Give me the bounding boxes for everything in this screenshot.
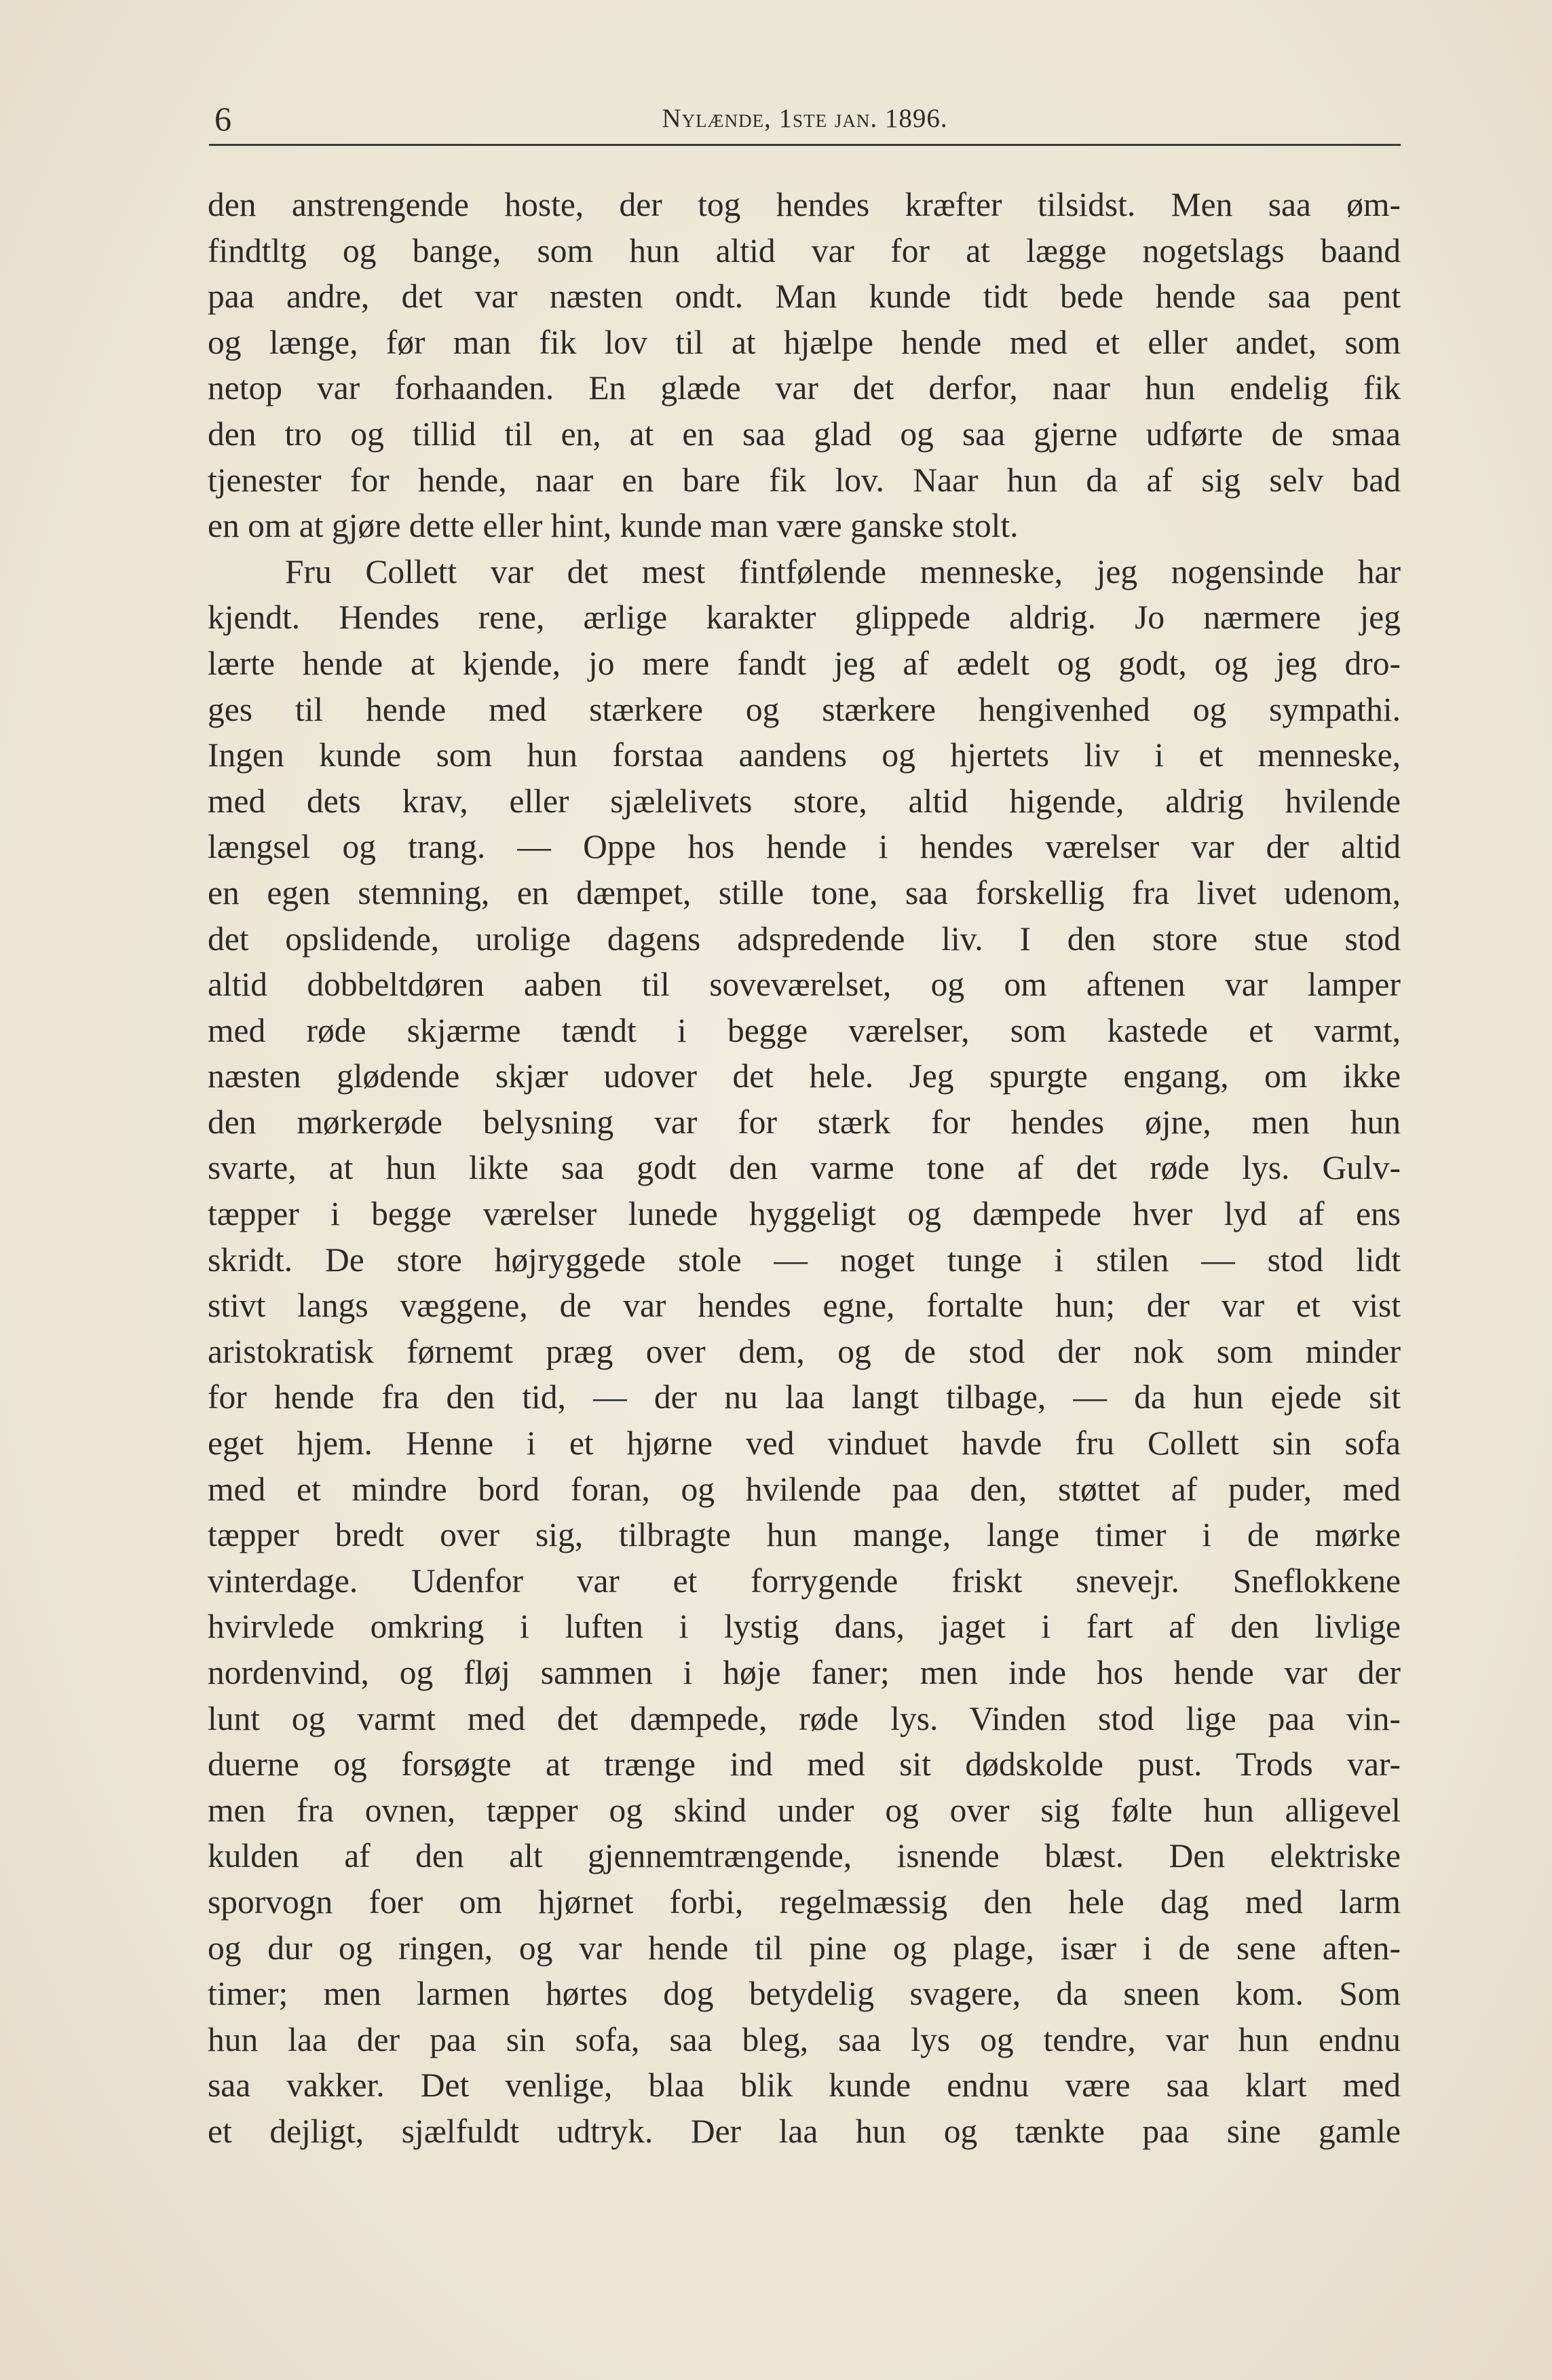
text-line: netop var forhaanden. En glæde var det derfor, naar hun endelig fik [208,369,1401,407]
text-line: en om at gjøre dette eller hint, kunde man være ganske stolt. [208,507,1019,545]
text-line: længsel og trang. — Oppe hos hende i hendes værelser var der altid [208,828,1401,866]
text-line: det opslidende, urolige dagens adspredende liv. I den store stue stod [208,920,1401,958]
text-line: en egen stemning, en dæmpet, stille tone, saa forskellig fra livet udenom, [208,873,1401,911]
text-line: og længe, før man fik lov til at hjælpe hende med et eller andet, som [208,323,1401,361]
text-line: for hende fra den tid, — der nu laa langt tilbage, — da hun ejede sit [208,1378,1401,1416]
text-line: kjendt. Hendes rene, ærlige karakter glippede aldrig. Jo nærmere jeg [208,599,1401,637]
text-line: lunt og varmt med det dæmpede, røde lys. Vinden stod lige paa vin- [208,1699,1401,1737]
text-line: hvirvlede omkring i luften i lystig dans, jaget i fart af den livlige [208,1608,1401,1646]
text-line: stivt langs væggene, de var hendes egne, fortalte hun; der var et vist [208,1287,1401,1325]
body-text [208,182,1401,2155]
text-line: tæpper bredt over sig, tilbragte hun mange, lange timer i de mørke [208,1516,1401,1554]
text-line: tjenester for hende, naar en bare fik lov. Naar hun da af sig selv bad [208,461,1401,499]
text-line: den anstrengende hoste, der tog hendes kræfter tilsidst. Men saa øm- [208,186,1401,223]
page-number: 6 [214,100,231,138]
text-line: findtltg og bange, som hun altid var for at lægge nogetslags baand [208,231,1401,269]
text-line: tæpper i begge værelser lunede hyggeligt og dæmpede hver lyd af ens [208,1195,1401,1233]
text-line: og dur og ringen, og var hende til pine og plage, især i de sene aften- [208,1929,1401,1967]
text-line: men fra ovnen, tæpper og skind under og over sig følte hun alligevel [208,1791,1401,1829]
text-line: paa andre, det var næsten ondt. Man kunde tidt bede hende saa pent [208,278,1401,316]
text-line: den tro og tillid til en, at en saa glad og saa gjerne udførte de smaa [208,415,1401,453]
text-line: svarte, at hun likte saa godt den varme tone af det røde lys. Gulv- [208,1149,1401,1187]
text-line: timer; men larmen hørtes dog betydelig svagere, da sneen kom. Som [208,1975,1401,2013]
text-line: hun laa der paa sin sofa, saa bleg, saa lys og tendre, var hun endnu [208,2020,1401,2058]
page-header [209,92,1401,146]
text-line: saa vakker. Det venlige, blaa blik kunde endnu være saa klart med [208,2066,1401,2104]
text-line: altid dobbeltdøren aaben til soveværelset, og om aftenen var lamper [208,966,1401,1004]
text-line: skridt. De store højryggede stole — noget tunge i stilen — stod lidt [208,1241,1401,1279]
text-line: nordenvind, og fløj sammen i høje faner; men inde hos hende var der [208,1654,1401,1691]
text-line: vinterdage. Udenfor var et forrygende friskt snevejr. Sneflokkene [208,1562,1401,1600]
text-line: Fru Collett var det mest fintfølende menneske, jeg nogensinde har [285,552,1401,590]
running-head: Nylænde, 1ste jan. 1896. [662,104,948,133]
text-line: kulden af den alt gjennemtrængende, isnende blæst. Den elektriske [208,1837,1401,1875]
text-line: et dejligt, sjælfuldt udtryk. Der laa hun og tænkte paa sine gamle [208,2112,1401,2150]
text-line: lærte hende at kjende, jo mere fandt jeg af ædelt og godt, og jeg dro- [208,644,1401,682]
header-rule [209,144,1401,146]
text-line: med et mindre bord foran, og hvilende paa den, støttet af puder, med [208,1470,1401,1508]
text-line: næsten glødende skjær udover det hele. Jeg spurgte engang, om ikke [208,1057,1401,1095]
text-line: Ingen kunde som hun forstaa aandens og hjertets liv i et menneske, [208,736,1401,774]
text-line: sporvogn foer om hjørnet forbi, regelmæssig den hele dag med larm [208,1883,1401,1921]
text-line: duerne og forsøgte at trænge ind med sit dødskolde pust. Trods var- [208,1745,1401,1783]
text-line: med dets krav, eller sjælelivets store, altid higende, aldrig hvilende [208,782,1401,820]
text-line: eget hjem. Henne i et hjørne ved vinduet havde fru Collett sin sofa [208,1424,1401,1462]
text-line: den mørkerøde belysning var for stærk for hendes øjne, men hun [208,1103,1401,1141]
text-line: ges til hende med stærkere og stærkere hengivenhed og sympathi. [208,690,1401,728]
text-line: med røde skjærme tændt i begge værelser, som kastede et varmt, [208,1011,1401,1049]
text-line: aristokratisk førnemt præg over dem, og de stod der nok som minder [208,1332,1401,1370]
